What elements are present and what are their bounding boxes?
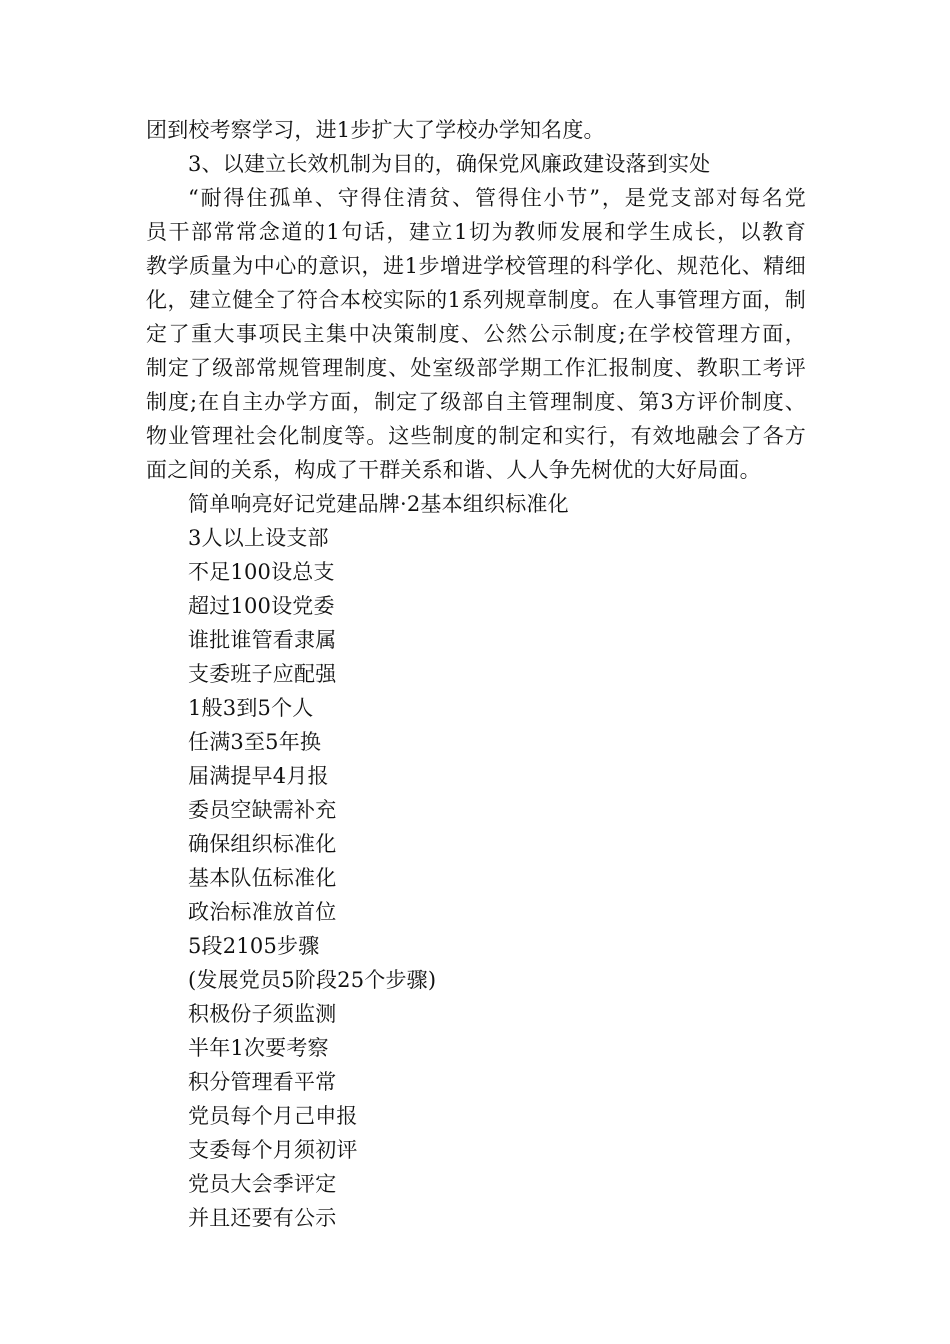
verse-line: 政治标准放首位 — [188, 900, 337, 924]
verse-line: 1般3到5个人 — [188, 696, 314, 720]
verse-title: 简单响亮好记党建品牌·2基本组织标准化 — [188, 492, 569, 516]
paragraph-line: 制度;在自主办学方面，制定了级部自主管理制度、第3方评价制度、 — [146, 390, 806, 414]
section-heading: 3、以建立长效机制为目的，确保党风廉政建设落到实处 — [188, 152, 711, 176]
paragraph-line: 化，建立健全了符合本校实际的1系列规章制度。在人事管理方面，制 — [146, 288, 806, 312]
verse-line: 届满提早4月报 — [188, 764, 329, 788]
verse-line: 任满3至5年换 — [188, 730, 322, 754]
verse-line: 积极份子须监测 — [188, 1002, 337, 1026]
verse-line: 支委每个月须初评 — [188, 1138, 358, 1162]
verse-line: 不足100设总支 — [188, 560, 335, 584]
verse-line: 5段2105步骤 — [188, 934, 320, 958]
verse-line: 基本队伍标准化 — [188, 866, 337, 890]
paragraph-line: 教学质量为中心的意识，进1步增进学校管理的科学化、规范化、精细 — [146, 254, 806, 278]
verse-line: 并且还要有公示 — [188, 1206, 337, 1230]
verse-line: 半年1次要考察 — [188, 1036, 329, 1060]
verse-line: 确保组织标准化 — [188, 832, 337, 856]
verse-line: 支委班子应配强 — [188, 662, 337, 686]
paragraph-line: 团到校考察学习，进1步扩大了学校办学知名度。 — [146, 118, 605, 142]
paragraph-line: “耐得住孤单、守得住清贫、管得住小节”，是党支部对每名党 — [188, 186, 806, 210]
verse-line: 3人以上设支部 — [188, 526, 329, 550]
verse-line: 积分管理看平常 — [188, 1070, 337, 1094]
verse-line: 党员大会季评定 — [188, 1172, 337, 1196]
verse-line: 党员每个月己申报 — [188, 1104, 358, 1128]
verse-line: 委员空缺需补充 — [188, 798, 337, 822]
verse-line: (发展党员5阶段25个步骤) — [188, 968, 437, 992]
paragraph-line: 物业管理社会化制度等。这些制度的制定和实行，有效地融会了各方 — [146, 424, 806, 448]
paragraph-line: 定了重大事项民主集中决策制度、公然公示制度;在学校管理方面， — [146, 322, 806, 346]
paragraph-line: 制定了级部常规管理制度、处室级部学期工作汇报制度、教职工考评 — [146, 356, 806, 380]
verse-line: 谁批谁管看隶属 — [188, 628, 337, 652]
paragraph-line: 员干部常常念道的1句话，建立1切为教师发展和学生成长，以教育 — [146, 220, 806, 244]
verse-line: 超过100设党委 — [188, 594, 335, 618]
paragraph-line: 面之间的关系，构成了干群关系和谐、人人争先树优的大好局面。 — [146, 458, 761, 482]
